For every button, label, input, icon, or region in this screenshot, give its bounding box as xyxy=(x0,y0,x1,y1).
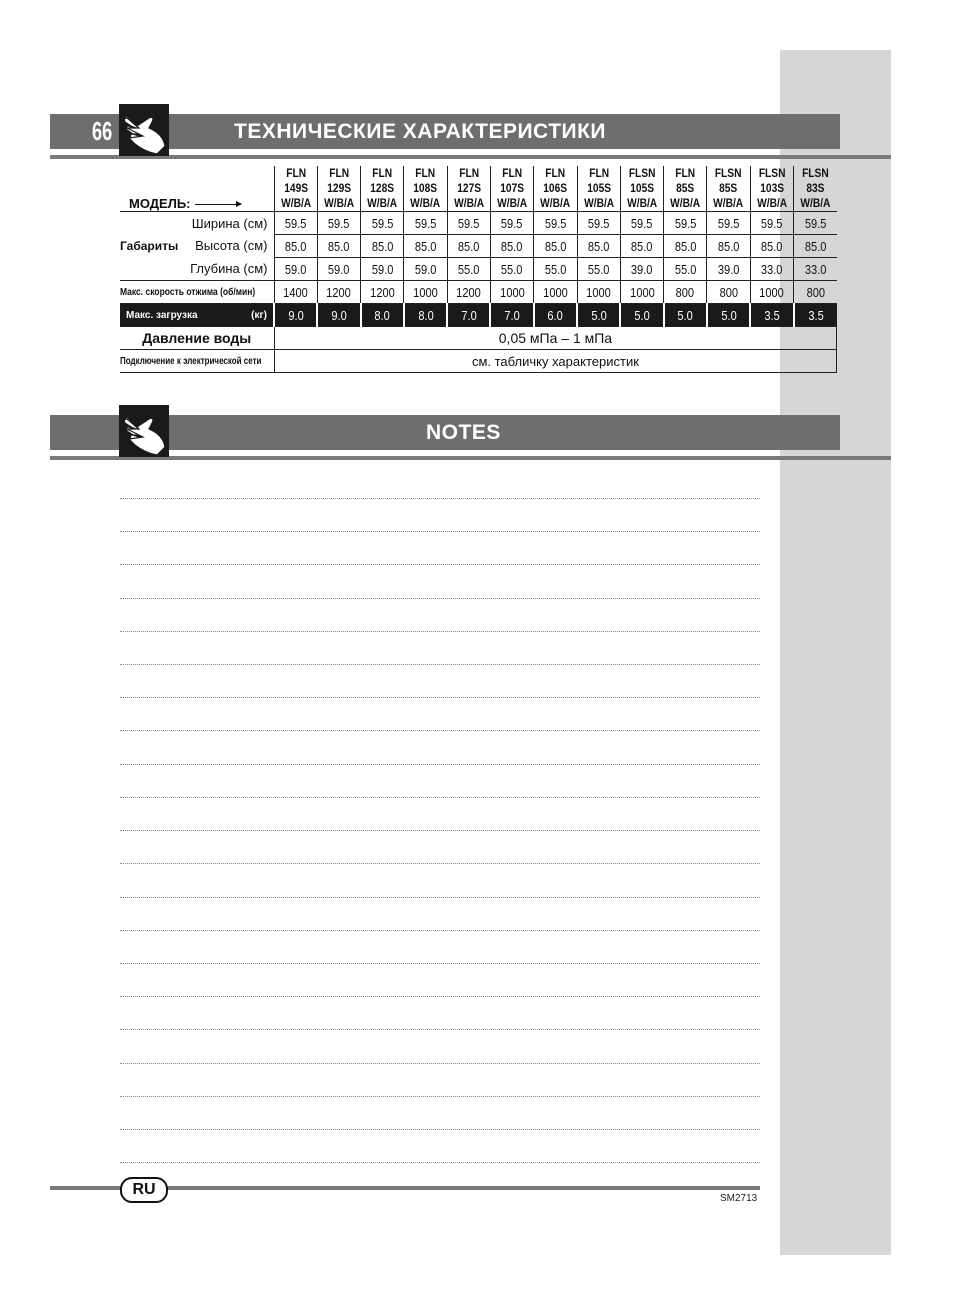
width-value: 59.5 xyxy=(577,212,620,235)
depth-value: 33.0 xyxy=(794,258,837,281)
model-header: FLSN 103S W/B/A xyxy=(750,166,793,212)
height-value: 85.0 xyxy=(534,235,577,258)
table-row-width xyxy=(120,212,837,235)
height-value: 85.0 xyxy=(577,235,620,258)
note-line xyxy=(120,697,760,698)
height-value: 85.0 xyxy=(447,235,490,258)
height-value: 85.0 xyxy=(317,235,360,258)
spec-banner-underline xyxy=(50,155,891,159)
spin-value: 1000 xyxy=(620,281,663,304)
model-header: FLN 108S W/B/A xyxy=(404,166,447,212)
depth-value: 59.0 xyxy=(274,258,317,281)
depth-value: 55.0 xyxy=(664,258,707,281)
load-value: 5.0 xyxy=(620,304,663,327)
width-value: 59.5 xyxy=(707,212,750,235)
spin-value: 800 xyxy=(707,281,750,304)
width-value: 59.5 xyxy=(534,212,577,235)
depth-value: 55.0 xyxy=(490,258,533,281)
load-value: 8.0 xyxy=(404,304,447,327)
model-header: FLSN 105S W/B/A xyxy=(620,166,663,212)
table-row-load xyxy=(120,304,837,327)
notes-banner-underline xyxy=(50,456,891,460)
load-value: 6.0 xyxy=(534,304,577,327)
depth-value: 39.0 xyxy=(707,258,750,281)
height-value: 85.0 xyxy=(794,235,837,258)
height-value: 85.0 xyxy=(404,235,447,258)
water-pressure-value: 0,05 мПа – 1 мПа xyxy=(274,327,837,350)
depth-value: 55.0 xyxy=(534,258,577,281)
load-value: 3.5 xyxy=(794,304,837,327)
width-value: 59.5 xyxy=(794,212,837,235)
spin-value: 1000 xyxy=(534,281,577,304)
load-value: 3.5 xyxy=(750,304,793,327)
dimensions-cell xyxy=(120,212,274,281)
depth-value: 59.0 xyxy=(404,258,447,281)
note-line xyxy=(120,1162,760,1163)
note-line xyxy=(120,830,760,831)
height-value: 85.0 xyxy=(707,235,750,258)
note-line xyxy=(120,598,760,599)
width-value: 59.5 xyxy=(750,212,793,235)
model-header: FLN 149S W/B/A xyxy=(274,166,317,212)
note-line xyxy=(120,531,760,532)
load-value: 5.0 xyxy=(577,304,620,327)
spin-value: 1200 xyxy=(361,281,404,304)
note-line xyxy=(120,730,760,731)
hand-icon xyxy=(119,405,169,457)
width-value: 59.5 xyxy=(361,212,404,235)
water-pressure-label: Давление воды xyxy=(120,327,274,350)
spin-value: 1000 xyxy=(577,281,620,304)
width-value: 59.5 xyxy=(664,212,707,235)
document-code: SM2713 xyxy=(720,1193,758,1204)
spin-value: 1000 xyxy=(490,281,533,304)
spin-value: 1200 xyxy=(447,281,490,304)
load-label: Макс. загрузка (кг) xyxy=(120,304,274,327)
width-value: 59.5 xyxy=(274,212,317,235)
height-value: 85.0 xyxy=(274,235,317,258)
model-header: FLSN 83S W/B/A xyxy=(794,166,837,212)
height-value: 85.0 xyxy=(664,235,707,258)
model-header: FLN 127S W/B/A xyxy=(447,166,490,212)
arrow-right-icon xyxy=(195,204,241,205)
width-label: Ширина (см) xyxy=(191,215,268,231)
spec-table xyxy=(120,166,837,373)
depth-value: 33.0 xyxy=(750,258,793,281)
spin-value: 1000 xyxy=(404,281,447,304)
height-value: 85.0 xyxy=(361,235,404,258)
depth-value: 55.0 xyxy=(577,258,620,281)
electric-value: см. табличку характеристик xyxy=(274,350,837,373)
height-label: Высота (см) xyxy=(195,238,268,254)
table-row-electric xyxy=(120,350,837,373)
width-value: 59.5 xyxy=(404,212,447,235)
depth-value: 59.0 xyxy=(317,258,360,281)
spin-value: 1000 xyxy=(750,281,793,304)
spec-title: ТЕХНИЧЕСКИЕ ХАРАКТЕРИСТИКИ xyxy=(234,120,607,143)
electric-label: Подключение к электрической сети xyxy=(120,350,274,373)
note-line xyxy=(120,1096,760,1097)
notes-title: NOTES xyxy=(426,421,501,444)
spin-value: 800 xyxy=(664,281,707,304)
spin-value: 1400 xyxy=(274,281,317,304)
load-value: 9.0 xyxy=(274,304,317,327)
note-line xyxy=(120,863,760,864)
spin-label: Макс. скорость отжима (об/мин) xyxy=(120,281,274,304)
width-value: 59.5 xyxy=(490,212,533,235)
hand-icon xyxy=(119,104,169,156)
language-badge: RU xyxy=(120,1177,168,1203)
dimensions-label: Габариты xyxy=(120,239,179,253)
depth-value: 59.0 xyxy=(361,258,404,281)
spin-value: 800 xyxy=(794,281,837,304)
load-value: 8.0 xyxy=(361,304,404,327)
width-value: 59.5 xyxy=(317,212,360,235)
load-value: 7.0 xyxy=(490,304,533,327)
table-row-water xyxy=(120,327,837,350)
load-value: 7.0 xyxy=(447,304,490,327)
depth-value: 39.0 xyxy=(620,258,663,281)
width-value: 59.5 xyxy=(447,212,490,235)
model-header: FLSN 85S W/B/A xyxy=(707,166,750,212)
model-header: FLN 129S W/B/A xyxy=(317,166,360,212)
table-row-spin xyxy=(120,281,837,304)
note-line xyxy=(120,996,760,997)
note-line xyxy=(120,963,760,964)
model-label: МОДЕЛЬ: xyxy=(120,166,274,212)
note-line xyxy=(120,664,760,665)
height-value: 85.0 xyxy=(620,235,663,258)
note-line xyxy=(120,764,760,765)
spin-value: 1200 xyxy=(317,281,360,304)
model-header: FLN 85S W/B/A xyxy=(664,166,707,212)
note-line xyxy=(120,930,760,931)
model-header: FLN 106S W/B/A xyxy=(534,166,577,212)
model-header: FLN 105S W/B/A xyxy=(577,166,620,212)
model-header: FLN 107S W/B/A xyxy=(490,166,533,212)
note-line xyxy=(120,631,760,632)
note-line xyxy=(120,1129,760,1130)
note-line xyxy=(120,564,760,565)
height-value: 85.0 xyxy=(750,235,793,258)
page-number: 66 xyxy=(92,116,113,146)
load-value: 5.0 xyxy=(707,304,750,327)
height-value: 85.0 xyxy=(490,235,533,258)
depth-value: 55.0 xyxy=(447,258,490,281)
note-line xyxy=(120,1029,760,1030)
note-line xyxy=(120,897,760,898)
width-value: 59.5 xyxy=(620,212,663,235)
table-header-row xyxy=(120,166,837,212)
load-value: 5.0 xyxy=(664,304,707,327)
note-line xyxy=(120,498,760,499)
load-value: 9.0 xyxy=(317,304,360,327)
note-line xyxy=(120,1063,760,1064)
depth-label: Глубина (см) xyxy=(190,261,268,277)
note-line xyxy=(120,797,760,798)
model-header: FLN 128S W/B/A xyxy=(361,166,404,212)
